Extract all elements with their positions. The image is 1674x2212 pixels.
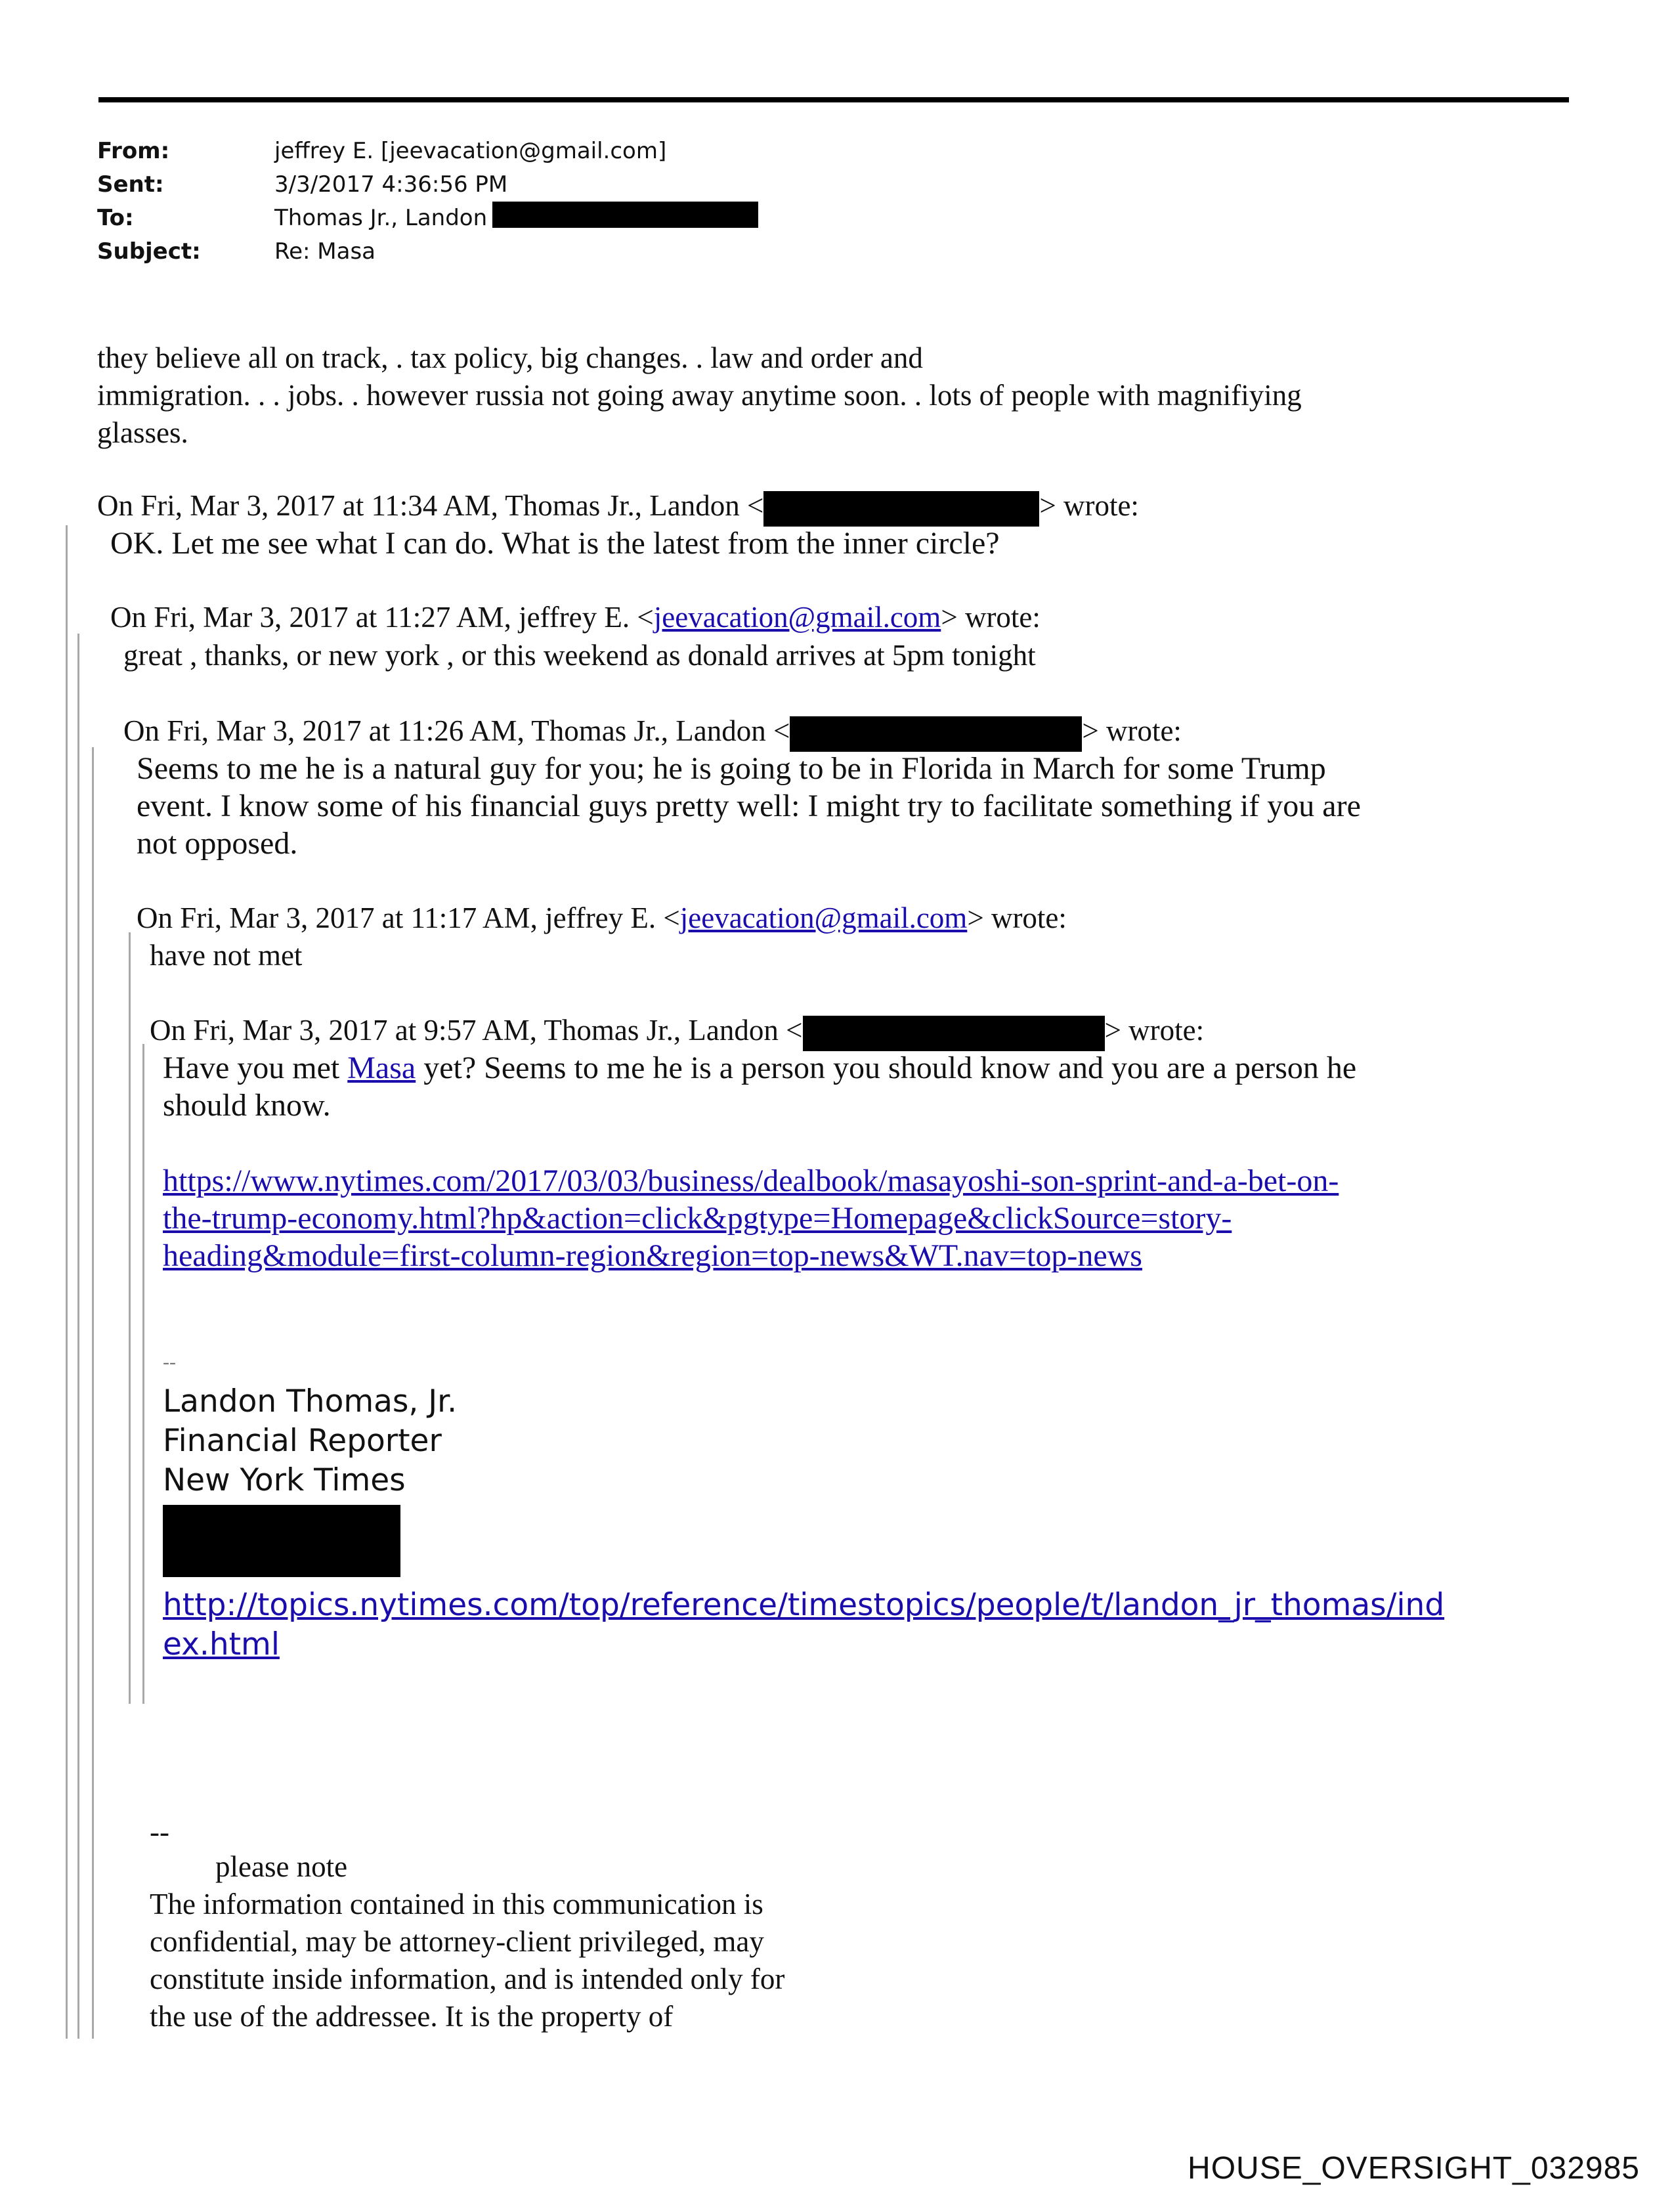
body-line-1: they believe all on track, . tax policy, big changes. . law and order and bbox=[97, 341, 923, 374]
signature-name: Landon Thomas, Jr. bbox=[163, 1383, 458, 1420]
email-header bbox=[97, 135, 758, 269]
quote-3-attrib-post: > wrote: bbox=[1082, 714, 1182, 747]
disclaimer-line-2: confidential, may be attorney-client privileged, may bbox=[150, 1925, 764, 1958]
disclaimer-separator: -- bbox=[150, 1815, 169, 1848]
sent-row bbox=[97, 168, 758, 202]
quote-2-text: great , thanks, or new york , or this weekend as donald arrives at 5pm tonight bbox=[123, 639, 1036, 672]
to-value: Thomas Jr., Landon bbox=[274, 205, 488, 231]
sent-value: 3/3/2017 4:36:56 PM bbox=[274, 171, 508, 198]
signature-organization: New York Times bbox=[163, 1462, 406, 1498]
quote-bar-level-4 bbox=[129, 932, 131, 1704]
body-line-3: glasses. bbox=[97, 416, 188, 449]
masa-link[interactable]: Masa bbox=[347, 1051, 416, 1085]
top-rule bbox=[98, 97, 1569, 102]
quote-2-attrib-pre: On Fri, Mar 3, 2017 at 11:27 AM, jeffrey E. < bbox=[110, 601, 654, 634]
quote-2-attribution bbox=[110, 599, 1041, 636]
quote-2-attrib-post: > wrote: bbox=[941, 601, 1041, 634]
quote-3-line-1: Seems to me he is a natural guy for you; he is going to be in Florida in March for some Trump bbox=[137, 751, 1326, 786]
disclaimer-line-4: the use of the addressee. It is the property of bbox=[150, 2000, 674, 2033]
quote-5-line-1-post: yet? Seems to me he is a person you should know and you are a person he bbox=[416, 1051, 1357, 1085]
subject-row bbox=[97, 235, 758, 269]
article-url-line-2[interactable]: the-trump-economy.html?hp&action=click&pgtype=Homepage&clickSource=story- bbox=[163, 1201, 1232, 1236]
email-link[interactable]: jeevacation@gmail.com bbox=[653, 601, 941, 634]
quote-5-line-1 bbox=[163, 1049, 1356, 1087]
quote-1-text: OK. Let me see what I can do. What is the latest from the inner circle? bbox=[110, 526, 1000, 561]
quote-3-attribution bbox=[123, 712, 1182, 752]
quote-4-attribution bbox=[137, 900, 1067, 937]
quote-bar-level-2 bbox=[77, 634, 79, 2039]
article-url-line-3[interactable]: heading&module=first-column-region&region=top-news&WT.nav=top-news bbox=[163, 1238, 1142, 1273]
disclaimer-line-3: constitute inside information, and is intended only for bbox=[150, 1963, 785, 1995]
quote-5-line-2: should know. bbox=[163, 1088, 331, 1123]
quote-5-attribution bbox=[150, 1012, 1204, 1051]
quote-bar-level-3 bbox=[92, 747, 94, 2039]
bates-number: HOUSE_OVERSIGHT_032985 bbox=[1188, 2151, 1640, 2186]
quote-bar-level-5 bbox=[142, 1044, 144, 1704]
redaction-box bbox=[763, 491, 1039, 527]
quote-5-line-1-pre: Have you met bbox=[163, 1051, 348, 1085]
quote-5-attrib-pre: On Fri, Mar 3, 2017 at 9:57 AM, Thomas Jr., Landon < bbox=[150, 1014, 803, 1047]
email-link[interactable]: jeevacation@gmail.com bbox=[679, 901, 968, 934]
quote-bar-level-1 bbox=[66, 525, 68, 2039]
quote-1-attrib-post: > wrote: bbox=[1039, 489, 1139, 522]
quote-1-attrib-pre: On Fri, Mar 3, 2017 at 11:34 AM, Thomas Jr., Landon < bbox=[97, 489, 764, 522]
redaction-box bbox=[492, 202, 758, 228]
quote-1-attribution bbox=[97, 487, 1139, 527]
article-url-line-1[interactable]: https://www.nytimes.com/2017/03/03/business/dealbook/masayoshi-son-sprint-and-a-bet-on- bbox=[163, 1163, 1339, 1198]
body-line-2: immigration. . . jobs. . however russia not going away anytime soon. . lots of people with magnifiying bbox=[97, 379, 1302, 412]
from-row bbox=[97, 135, 758, 168]
disclaimer-note: please note bbox=[215, 1850, 348, 1883]
from-label: From: bbox=[97, 138, 170, 164]
subject-value: Re: Masa bbox=[274, 238, 376, 265]
to-label: To: bbox=[97, 205, 134, 231]
to-row bbox=[97, 202, 758, 235]
quote-3-attrib-pre: On Fri, Mar 3, 2017 at 11:26 AM, Thomas Jr., Landon < bbox=[123, 714, 790, 747]
signature-title: Financial Reporter bbox=[163, 1423, 442, 1459]
disclaimer-line-1: The information contained in this communication is bbox=[150, 1888, 763, 1920]
quote-3-line-2: event. I know some of his financial guys pretty well: I might try to facilitate something if you are bbox=[137, 789, 1361, 823]
signature-url-line-2[interactable]: ex.html bbox=[163, 1626, 280, 1662]
signature-url-line-1[interactable]: http://topics.nytimes.com/top/reference/timestopics/people/t/landon_jr_thomas/ind bbox=[163, 1587, 1445, 1623]
sent-label: Sent: bbox=[97, 171, 164, 198]
quote-4-text: have not met bbox=[150, 939, 303, 972]
quote-3-line-3: not opposed. bbox=[137, 826, 298, 861]
quote-4-attrib-post: > wrote: bbox=[967, 901, 1067, 934]
from-value: jeffrey E. [jeevacation@gmail.com] bbox=[274, 138, 667, 164]
redaction-box bbox=[803, 1016, 1105, 1051]
quote-4-attrib-pre: On Fri, Mar 3, 2017 at 11:17 AM, jeffrey E. < bbox=[137, 901, 680, 934]
redaction-box bbox=[790, 716, 1082, 752]
subject-label: Subject: bbox=[97, 238, 201, 265]
redaction-box bbox=[163, 1505, 400, 1577]
signature-separator: -- bbox=[163, 1351, 176, 1373]
quote-5-attrib-post: > wrote: bbox=[1104, 1014, 1205, 1047]
